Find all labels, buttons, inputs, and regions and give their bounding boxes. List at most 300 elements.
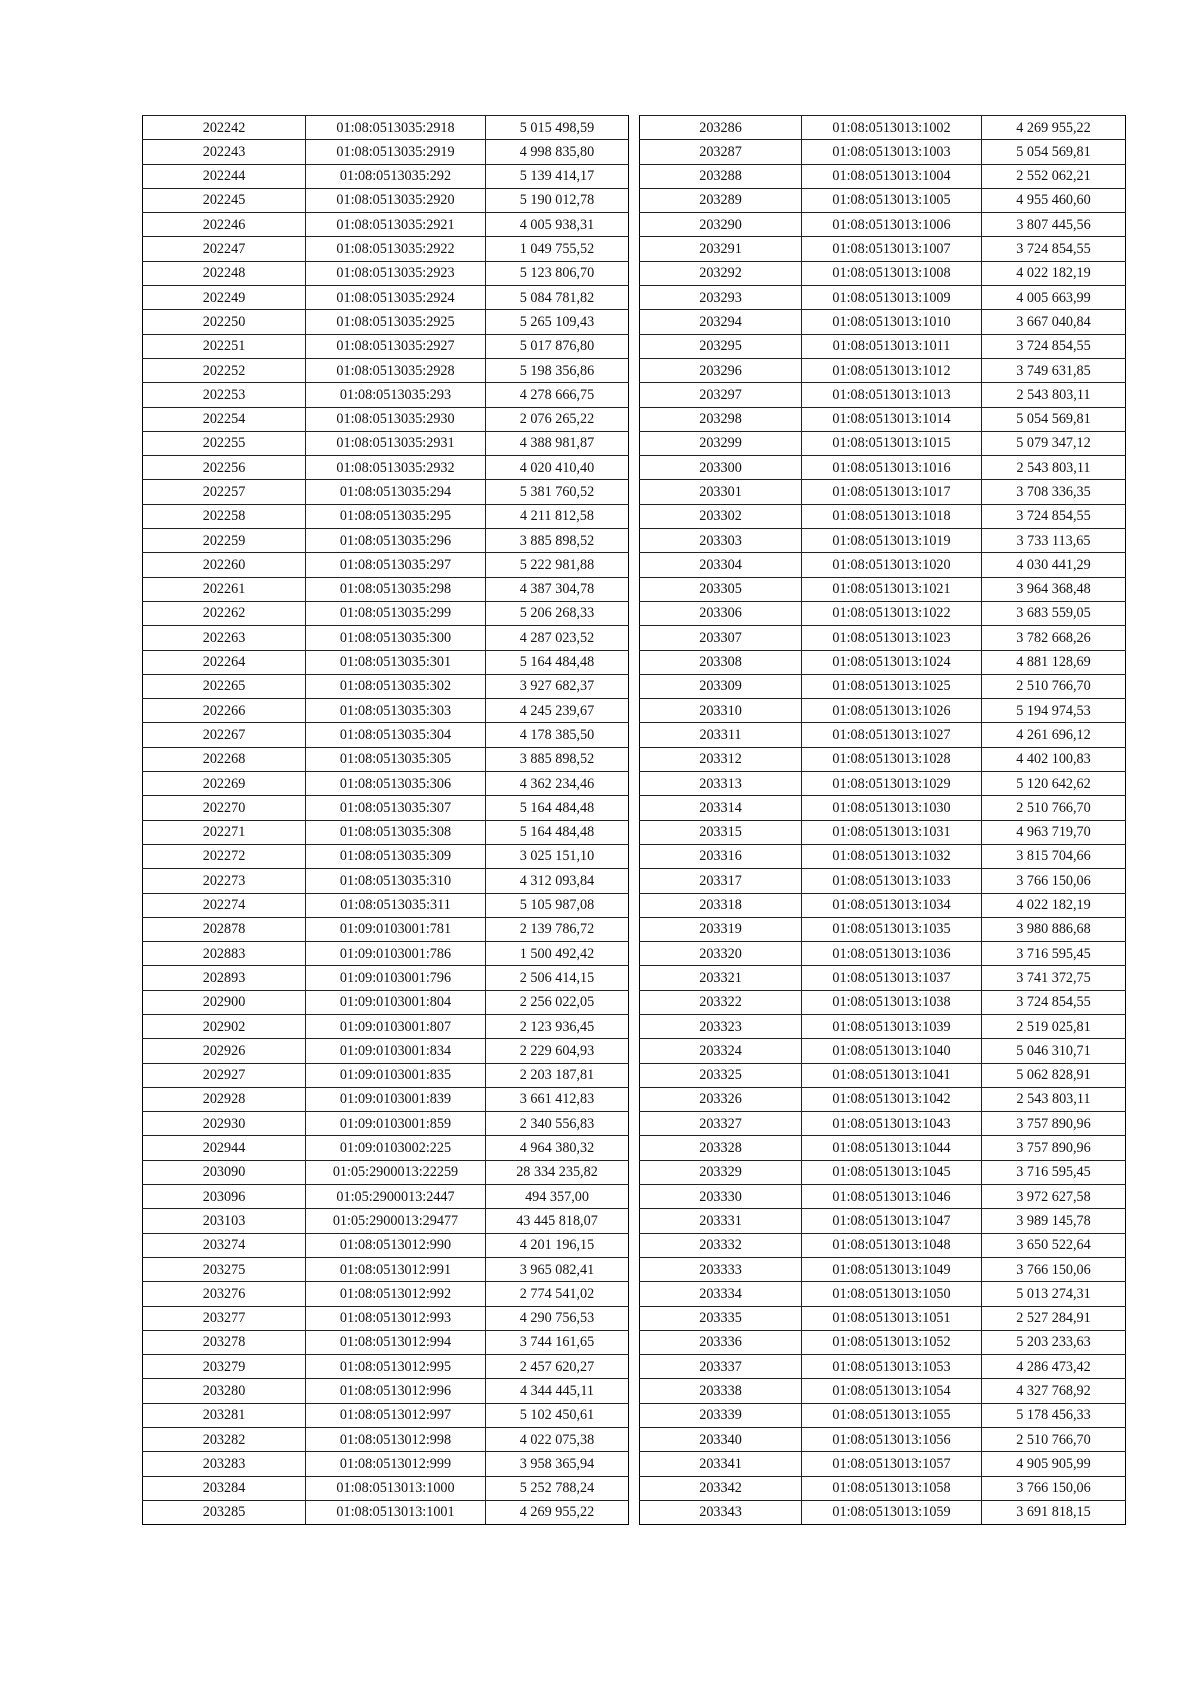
value-cell: 3 958 365,94 — [486, 1452, 629, 1476]
row-number-cell: 203298 — [640, 407, 802, 431]
cadastral-number-cell: 01:08:0513035:2922 — [306, 237, 486, 261]
row-number-cell: 203323 — [640, 1014, 802, 1038]
cadastral-number-cell: 01:08:0513013:1026 — [802, 699, 982, 723]
table-row — [640, 796, 1126, 820]
cadastral-number-cell: 01:08:0513013:1049 — [802, 1257, 982, 1281]
cadastral-number-cell: 01:08:0513013:1023 — [802, 626, 982, 650]
cadastral-number-cell: 01:08:0513013:1016 — [802, 456, 982, 480]
cadastral-number-cell: 01:08:0513035:2923 — [306, 261, 486, 285]
table-row — [143, 723, 629, 747]
table-row — [640, 407, 1126, 431]
value-cell: 5 381 760,52 — [486, 480, 629, 504]
value-cell: 5 164 484,48 — [486, 650, 629, 674]
table-row — [143, 966, 629, 990]
row-number-cell: 203311 — [640, 723, 802, 747]
value-cell: 5 105 987,08 — [486, 893, 629, 917]
table-row — [143, 1282, 629, 1306]
cadastral-number-cell: 01:08:0513035:296 — [306, 529, 486, 553]
table-row — [640, 1063, 1126, 1087]
row-number-cell: 203313 — [640, 772, 802, 796]
table-row — [143, 1476, 629, 1500]
cadastral-number-cell: 01:08:0513013:1005 — [802, 188, 982, 212]
table-row — [143, 1355, 629, 1379]
row-number-cell: 202271 — [143, 820, 306, 844]
cadastral-number-cell: 01:08:0513035:299 — [306, 601, 486, 625]
cadastral-number-cell: 01:08:0513035:292 — [306, 164, 486, 188]
value-cell: 28 334 235,82 — [486, 1160, 629, 1184]
table-row — [640, 504, 1126, 528]
value-cell: 3 025 151,10 — [486, 844, 629, 868]
value-cell: 4 387 304,78 — [486, 577, 629, 601]
cadastral-number-cell: 01:09:0103001:796 — [306, 966, 486, 990]
cadastral-number-cell: 01:08:0513035:294 — [306, 480, 486, 504]
value-cell: 2 203 187,81 — [486, 1063, 629, 1087]
value-cell: 4 964 380,32 — [486, 1136, 629, 1160]
table-row — [143, 407, 629, 431]
value-cell: 2 774 541,02 — [486, 1282, 629, 1306]
table-row — [143, 164, 629, 188]
value-cell: 3 766 150,06 — [982, 1476, 1126, 1500]
value-cell: 4 022 075,38 — [486, 1428, 629, 1452]
table-row — [143, 261, 629, 285]
value-cell: 3 965 082,41 — [486, 1257, 629, 1281]
table-row — [640, 674, 1126, 698]
cadastral-number-cell: 01:08:0513012:997 — [306, 1403, 486, 1427]
cadastral-number-cell: 01:08:0513012:994 — [306, 1330, 486, 1354]
value-cell: 4 362 234,46 — [486, 772, 629, 796]
value-cell: 5 015 498,59 — [486, 116, 629, 140]
row-number-cell: 203276 — [143, 1282, 306, 1306]
cadastral-number-cell: 01:08:0513013:1015 — [802, 431, 982, 455]
row-number-cell: 203320 — [640, 942, 802, 966]
table-row — [640, 286, 1126, 310]
cadastral-number-cell: 01:08:0513035:311 — [306, 893, 486, 917]
table-row — [640, 844, 1126, 868]
table-row — [143, 1039, 629, 1063]
cadastral-number-cell: 01:09:0103001:804 — [306, 990, 486, 1014]
value-cell: 3 766 150,06 — [982, 1257, 1126, 1281]
row-number-cell: 202251 — [143, 334, 306, 358]
table-row — [143, 1160, 629, 1184]
cadastral-number-cell: 01:08:0513035:309 — [306, 844, 486, 868]
cadastral-number-cell: 01:08:0513013:1008 — [802, 261, 982, 285]
table-row — [143, 431, 629, 455]
row-number-cell: 203287 — [640, 140, 802, 164]
value-cell: 1 500 492,42 — [486, 942, 629, 966]
row-number-cell: 202262 — [143, 601, 306, 625]
row-number-cell: 203331 — [640, 1209, 802, 1233]
cadastral-number-cell: 01:08:0513013:1001 — [306, 1500, 486, 1524]
cadastral-number-cell: 01:08:0513013:1035 — [802, 917, 982, 941]
row-number-cell: 202252 — [143, 358, 306, 382]
table-row — [143, 310, 629, 334]
table-row — [143, 188, 629, 212]
row-number-cell: 202259 — [143, 529, 306, 553]
value-cell: 3 807 445,56 — [982, 213, 1126, 237]
table-row — [640, 966, 1126, 990]
table-row — [640, 1087, 1126, 1111]
cadastral-number-cell: 01:08:0513012:998 — [306, 1428, 486, 1452]
cadastral-number-cell: 01:05:2900013:29477 — [306, 1209, 486, 1233]
row-number-cell: 203335 — [640, 1306, 802, 1330]
value-cell: 5 194 974,53 — [982, 699, 1126, 723]
value-cell: 3 741 372,75 — [982, 966, 1126, 990]
cadastral-number-cell: 01:08:0513013:1046 — [802, 1185, 982, 1209]
row-number-cell: 203288 — [640, 164, 802, 188]
row-number-cell: 203312 — [640, 747, 802, 771]
row-number-cell: 202272 — [143, 844, 306, 868]
cadastral-number-cell: 01:08:0513012:990 — [306, 1233, 486, 1257]
row-number-cell: 203309 — [640, 674, 802, 698]
row-number-cell: 203315 — [640, 820, 802, 844]
value-cell: 2 510 766,70 — [982, 796, 1126, 820]
row-number-cell: 202930 — [143, 1112, 306, 1136]
value-cell: 4 269 955,22 — [982, 116, 1126, 140]
table-row — [143, 1014, 629, 1038]
row-number-cell: 202270 — [143, 796, 306, 820]
table-row — [640, 1233, 1126, 1257]
value-cell: 3 757 890,96 — [982, 1112, 1126, 1136]
row-number-cell: 203278 — [143, 1330, 306, 1354]
value-cell: 5 084 781,82 — [486, 286, 629, 310]
value-cell: 4 278 666,75 — [486, 383, 629, 407]
table-row — [640, 1476, 1126, 1500]
value-cell: 4 286 473,42 — [982, 1355, 1126, 1379]
table-row — [640, 1355, 1126, 1379]
table-row — [143, 334, 629, 358]
table-row — [640, 334, 1126, 358]
row-number-cell: 203319 — [640, 917, 802, 941]
cadastral-number-cell: 01:08:0513013:1000 — [306, 1476, 486, 1500]
table-row — [640, 869, 1126, 893]
row-number-cell: 203284 — [143, 1476, 306, 1500]
table-row — [143, 1063, 629, 1087]
table-row — [640, 529, 1126, 553]
table-row — [640, 917, 1126, 941]
value-cell: 2 076 265,22 — [486, 407, 629, 431]
table-row — [640, 1500, 1126, 1524]
row-number-cell: 202245 — [143, 188, 306, 212]
value-cell: 2 340 556,83 — [486, 1112, 629, 1136]
value-cell: 3 667 040,84 — [982, 310, 1126, 334]
cadastral-number-cell: 01:08:0513012:993 — [306, 1306, 486, 1330]
row-number-cell: 203332 — [640, 1233, 802, 1257]
value-cell: 4 287 023,52 — [486, 626, 629, 650]
value-cell: 5 164 484,48 — [486, 820, 629, 844]
row-number-cell: 203294 — [640, 310, 802, 334]
row-number-cell: 203317 — [640, 869, 802, 893]
row-number-cell: 202268 — [143, 747, 306, 771]
value-cell: 2 543 803,11 — [982, 383, 1126, 407]
value-cell: 5 139 414,17 — [486, 164, 629, 188]
row-number-cell: 202927 — [143, 1063, 306, 1087]
row-number-cell: 203295 — [640, 334, 802, 358]
table-row — [640, 699, 1126, 723]
cadastral-number-cell: 01:08:0513013:1027 — [802, 723, 982, 747]
cadastral-number-cell: 01:08:0513035:2924 — [306, 286, 486, 310]
value-cell: 5 120 642,62 — [982, 772, 1126, 796]
value-cell: 3 724 854,55 — [982, 334, 1126, 358]
row-number-cell: 203292 — [640, 261, 802, 285]
value-cell: 3 724 854,55 — [982, 990, 1126, 1014]
row-number-cell: 202883 — [143, 942, 306, 966]
value-cell: 2 506 414,15 — [486, 966, 629, 990]
cadastral-number-cell: 01:08:0513013:1042 — [802, 1087, 982, 1111]
row-number-cell: 203282 — [143, 1428, 306, 1452]
row-number-cell: 202273 — [143, 869, 306, 893]
table-row — [143, 237, 629, 261]
row-number-cell: 203334 — [640, 1282, 802, 1306]
row-number-cell: 203342 — [640, 1476, 802, 1500]
cadastral-number-cell: 01:08:0513013:1024 — [802, 650, 982, 674]
cadastral-number-cell: 01:08:0513013:1055 — [802, 1403, 982, 1427]
cadastral-number-cell: 01:09:0103001:859 — [306, 1112, 486, 1136]
cadastral-number-cell: 01:08:0513013:1019 — [802, 529, 982, 553]
row-number-cell: 203305 — [640, 577, 802, 601]
value-cell: 5 178 456,33 — [982, 1403, 1126, 1427]
table-row — [640, 772, 1126, 796]
table-row — [640, 1452, 1126, 1476]
table-row — [143, 626, 629, 650]
row-number-cell: 202242 — [143, 116, 306, 140]
table-row — [143, 116, 629, 140]
row-number-cell: 203297 — [640, 383, 802, 407]
table-row — [640, 650, 1126, 674]
value-cell: 5 017 876,80 — [486, 334, 629, 358]
table-row — [640, 893, 1126, 917]
value-cell: 3 766 150,06 — [982, 869, 1126, 893]
row-number-cell: 203328 — [640, 1136, 802, 1160]
table-row — [640, 1282, 1126, 1306]
value-cell: 4 245 239,67 — [486, 699, 629, 723]
value-cell: 4 881 128,69 — [982, 650, 1126, 674]
row-number-cell: 202264 — [143, 650, 306, 674]
row-number-cell: 203296 — [640, 358, 802, 382]
row-number-cell: 202926 — [143, 1039, 306, 1063]
cadastral-number-cell: 01:09:0103002:225 — [306, 1136, 486, 1160]
row-number-cell: 203304 — [640, 553, 802, 577]
row-number-cell: 202266 — [143, 699, 306, 723]
table-row — [640, 213, 1126, 237]
cadastral-number-cell: 01:08:0513013:1028 — [802, 747, 982, 771]
row-number-cell: 203285 — [143, 1500, 306, 1524]
value-cell: 4 290 756,53 — [486, 1306, 629, 1330]
row-number-cell: 203329 — [640, 1160, 802, 1184]
value-cell: 3 724 854,55 — [982, 504, 1126, 528]
table-row — [143, 213, 629, 237]
row-number-cell: 203090 — [143, 1160, 306, 1184]
row-number-cell: 202878 — [143, 917, 306, 941]
value-cell: 5 190 012,78 — [486, 188, 629, 212]
table-row — [640, 116, 1126, 140]
cadastral-number-cell: 01:08:0513035:2930 — [306, 407, 486, 431]
row-number-cell: 202243 — [143, 140, 306, 164]
cadastral-number-cell: 01:08:0513013:1036 — [802, 942, 982, 966]
value-cell: 2 510 766,70 — [982, 1428, 1126, 1452]
row-number-cell: 202928 — [143, 1087, 306, 1111]
table-row — [143, 1257, 629, 1281]
value-cell: 5 054 569,81 — [982, 407, 1126, 431]
value-cell: 5 123 806,70 — [486, 261, 629, 285]
cadastral-number-cell: 01:08:0513013:1034 — [802, 893, 982, 917]
value-cell: 5 062 828,91 — [982, 1063, 1126, 1087]
table-row — [640, 1428, 1126, 1452]
row-number-cell: 203306 — [640, 601, 802, 625]
cadastral-number-cell: 01:08:0513035:293 — [306, 383, 486, 407]
value-cell: 4 022 182,19 — [982, 261, 1126, 285]
row-number-cell: 203283 — [143, 1452, 306, 1476]
value-cell: 3 885 898,52 — [486, 747, 629, 771]
table-row — [640, 1185, 1126, 1209]
row-number-cell: 202250 — [143, 310, 306, 334]
cadastral-number-cell: 01:08:0513013:1029 — [802, 772, 982, 796]
cadastral-number-cell: 01:08:0513035:2928 — [306, 358, 486, 382]
value-cell: 3 691 818,15 — [982, 1500, 1126, 1524]
row-number-cell: 203339 — [640, 1403, 802, 1427]
table-row — [640, 1014, 1126, 1038]
row-number-cell: 203327 — [640, 1112, 802, 1136]
cadastral-number-cell: 01:08:0513013:1012 — [802, 358, 982, 382]
value-cell: 3 650 522,64 — [982, 1233, 1126, 1257]
cadastral-number-cell: 01:08:0513013:1002 — [802, 116, 982, 140]
value-cell: 3 885 898,52 — [486, 529, 629, 553]
value-cell: 3 749 631,85 — [982, 358, 1126, 382]
table-row — [640, 164, 1126, 188]
cadastral-number-cell: 01:08:0513012:992 — [306, 1282, 486, 1306]
cadastral-number-cell: 01:08:0513013:1058 — [802, 1476, 982, 1500]
cadastral-number-cell: 01:08:0513035:308 — [306, 820, 486, 844]
cadastral-number-cell: 01:08:0513013:1041 — [802, 1063, 982, 1087]
value-cell: 1 049 755,52 — [486, 237, 629, 261]
row-number-cell: 202944 — [143, 1136, 306, 1160]
table-row — [143, 1112, 629, 1136]
value-cell: 3 989 145,78 — [982, 1209, 1126, 1233]
row-number-cell: 203302 — [640, 504, 802, 528]
left-data-table — [142, 115, 629, 1525]
cadastral-number-cell: 01:08:0513013:1010 — [802, 310, 982, 334]
table-row — [143, 480, 629, 504]
row-number-cell: 203337 — [640, 1355, 802, 1379]
row-number-cell: 203307 — [640, 626, 802, 650]
table-row — [640, 1160, 1126, 1184]
value-cell: 4 963 719,70 — [982, 820, 1126, 844]
table-row — [143, 1136, 629, 1160]
table-row — [640, 1306, 1126, 1330]
row-number-cell: 203293 — [640, 286, 802, 310]
table-row — [143, 990, 629, 1014]
value-cell: 3 661 412,83 — [486, 1087, 629, 1111]
table-row — [640, 820, 1126, 844]
table-row — [143, 1306, 629, 1330]
table-row — [143, 674, 629, 698]
row-number-cell: 203341 — [640, 1452, 802, 1476]
row-number-cell: 203277 — [143, 1306, 306, 1330]
cadastral-number-cell: 01:08:0513013:1039 — [802, 1014, 982, 1038]
value-cell: 3 815 704,66 — [982, 844, 1126, 868]
table-row — [640, 1112, 1126, 1136]
table-row — [640, 1039, 1126, 1063]
table-row — [143, 747, 629, 771]
row-number-cell: 202260 — [143, 553, 306, 577]
row-number-cell: 203301 — [640, 480, 802, 504]
row-number-cell: 202247 — [143, 237, 306, 261]
table-row — [640, 990, 1126, 1014]
value-cell: 2 256 022,05 — [486, 990, 629, 1014]
value-cell: 4 269 955,22 — [486, 1500, 629, 1524]
row-number-cell: 202265 — [143, 674, 306, 698]
row-number-cell: 202246 — [143, 213, 306, 237]
value-cell: 3 683 559,05 — [982, 601, 1126, 625]
table-row — [143, 820, 629, 844]
value-cell: 43 445 818,07 — [486, 1209, 629, 1233]
cadastral-number-cell: 01:08:0513035:295 — [306, 504, 486, 528]
table-row — [143, 383, 629, 407]
cadastral-number-cell: 01:08:0513035:2921 — [306, 213, 486, 237]
table-row — [143, 1452, 629, 1476]
cadastral-number-cell: 01:08:0513035:310 — [306, 869, 486, 893]
row-number-cell: 202258 — [143, 504, 306, 528]
table-row — [143, 456, 629, 480]
cadastral-number-cell: 01:08:0513012:999 — [306, 1452, 486, 1476]
row-number-cell: 203326 — [640, 1087, 802, 1111]
table-row — [143, 893, 629, 917]
value-cell: 2 527 284,91 — [982, 1306, 1126, 1330]
table-row — [143, 869, 629, 893]
value-cell: 4 312 093,84 — [486, 869, 629, 893]
value-cell: 494 357,00 — [486, 1185, 629, 1209]
cadastral-number-cell: 01:08:0513013:1022 — [802, 601, 982, 625]
row-number-cell: 203096 — [143, 1185, 306, 1209]
table-row — [640, 383, 1126, 407]
value-cell: 2 229 604,93 — [486, 1039, 629, 1063]
cadastral-number-cell: 01:05:2900013:2447 — [306, 1185, 486, 1209]
value-cell: 3 980 886,68 — [982, 917, 1126, 941]
cadastral-number-cell: 01:08:0513013:1056 — [802, 1428, 982, 1452]
row-number-cell: 203318 — [640, 893, 802, 917]
cadastral-number-cell: 01:08:0513035:297 — [306, 553, 486, 577]
table-row — [640, 358, 1126, 382]
value-cell: 4 905 905,99 — [982, 1452, 1126, 1476]
table-row — [640, 601, 1126, 625]
cadastral-number-cell: 01:08:0513035:2925 — [306, 310, 486, 334]
row-number-cell: 203316 — [640, 844, 802, 868]
cadastral-number-cell: 01:08:0513013:1004 — [802, 164, 982, 188]
cadastral-number-cell: 01:08:0513013:1051 — [802, 1306, 982, 1330]
table-row — [143, 699, 629, 723]
cadastral-number-cell: 01:09:0103001:835 — [306, 1063, 486, 1087]
row-number-cell: 203322 — [640, 990, 802, 1014]
table-row — [640, 310, 1126, 334]
row-number-cell: 202254 — [143, 407, 306, 431]
cadastral-number-cell: 01:09:0103001:834 — [306, 1039, 486, 1063]
value-cell: 3 708 336,35 — [982, 480, 1126, 504]
row-number-cell: 203330 — [640, 1185, 802, 1209]
right-data-table — [639, 115, 1126, 1525]
row-number-cell: 202893 — [143, 966, 306, 990]
table-row — [640, 456, 1126, 480]
row-number-cell: 203291 — [640, 237, 802, 261]
value-cell: 3 733 113,65 — [982, 529, 1126, 553]
value-cell: 4 030 441,29 — [982, 553, 1126, 577]
table-row — [640, 1379, 1126, 1403]
table-row — [143, 917, 629, 941]
table-row — [640, 431, 1126, 455]
cadastral-number-cell: 01:08:0513013:1007 — [802, 237, 982, 261]
row-number-cell: 203275 — [143, 1257, 306, 1281]
cadastral-number-cell: 01:08:0513013:1040 — [802, 1039, 982, 1063]
left-table-body — [143, 116, 629, 1525]
value-cell: 3 716 595,45 — [982, 942, 1126, 966]
